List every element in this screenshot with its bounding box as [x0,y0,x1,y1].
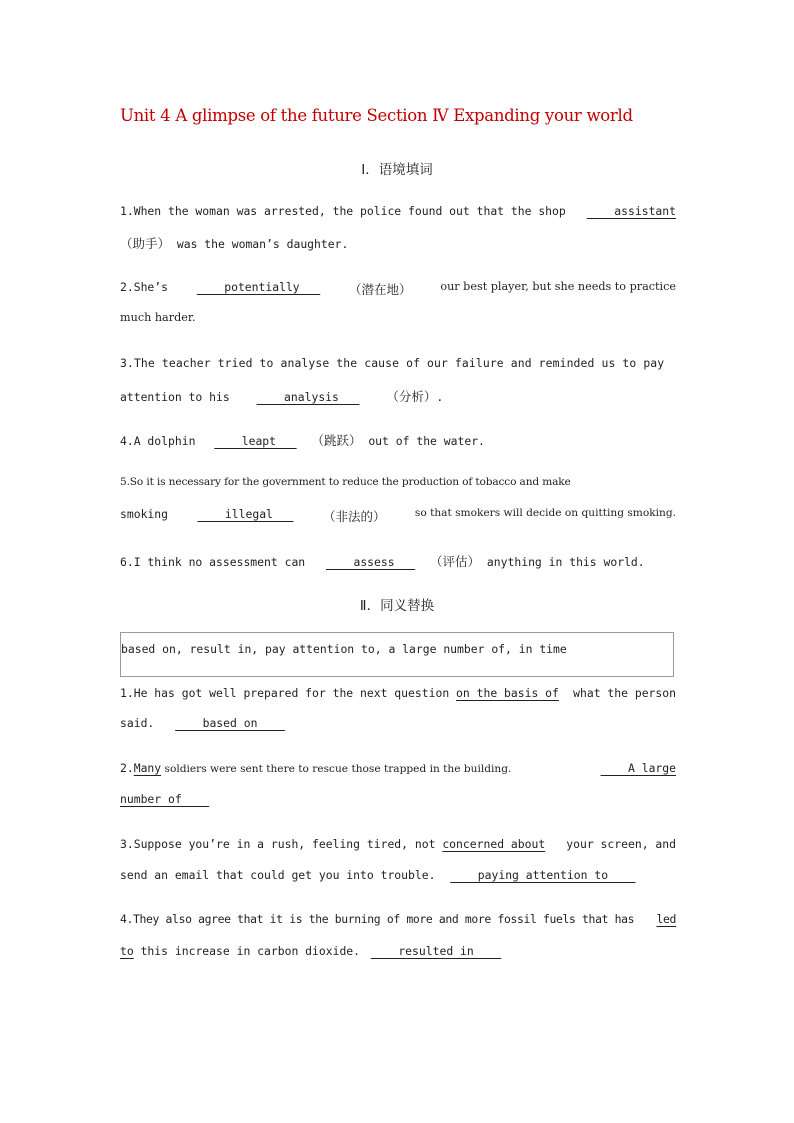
word-bank-text: based on, result in, pay attention to, a large number of, in time [121,642,567,656]
word-bank-box [120,632,674,677]
s1-q1-answer: assistant [586,204,676,218]
s1-q4-answer: leapt [214,434,297,448]
s1-q2-text: 2.She’s [120,280,169,294]
s2-q3-text: 3.Suppose you’re in a rush, feeling tired, not [120,837,443,851]
s2-q2-answer-part1: A large [600,761,676,775]
s2-q2-target-phrase: Many [133,761,162,775]
s2-q3-text-cont: send an email that could get you into trouble. [120,868,436,882]
s1-q5-line1: 5.So it is necessary for the government to reduce the production of tobacco and make [120,476,571,488]
s2-q3-text-end: your screen, and [566,837,676,851]
s1-q3-text-end: . [436,390,444,404]
s1-q3-answer: analysis [256,390,360,404]
s2-q4-text: 4.They also agree that it is the burning of more and more fossil fuels that has [120,912,635,926]
s1-q4-line [120,431,676,449]
s1-q1-line2 [120,234,676,252]
s1-q2-line1 [120,280,676,298]
s1-q2-hint: （潜在地） [349,282,412,297]
s1-q5-line2 [120,507,676,525]
s1-q6-text-end: anything in this world. [480,555,645,569]
s1-q2-line2: much harder. [120,311,196,324]
s1-q4-text: 4.A dolphin [120,434,196,448]
s1-q1-text: 1.When the woman was arrested, the police found out that the shop [120,204,566,218]
s2-q2-line2 [120,792,676,806]
s1-q1-line1 [120,204,676,218]
section-1-heading: Ⅰ．语境填词 [361,162,433,178]
s2-q1-target-phrase: on the basis of [456,686,559,700]
s1-q2-answer: potentially [196,280,321,294]
s1-q6-answer: assess [326,555,416,569]
s2-q4-answer: resulted in [370,944,502,958]
s2-q2-line1 [120,761,676,775]
s2-q1-text-end: what the person [573,686,676,700]
s2-q3-line2 [120,868,676,882]
s2-q3-line1 [120,837,676,851]
s2-q4-line2 [120,944,676,958]
s1-q5-hint: （非法的） [322,509,386,524]
s1-q3-text: attention to his [120,390,230,404]
s1-q4-text-end: out of the water. [361,434,485,448]
s1-q3-line2 [120,387,676,405]
s2-q1-answer: based on [175,716,285,730]
s1-q5-text-end: so that smokers will decide on quitting smoking. [414,507,676,519]
s1-q5-answer: illegal [197,507,294,521]
s2-q4-target-phrase-part1: led [656,912,676,926]
s2-q3-answer: paying attention to [450,868,636,882]
s2-q4-line1 [120,912,676,926]
s2-q2-text: soldiers were sent there to rescue those trapped in the building. [161,763,512,775]
page-title: Unit 4 A glimpse of the future Section Ⅳ Expanding your world [120,106,633,125]
s1-q3-line1: 3.The teacher tried to analyse the cause of our failure and reminded us to pay [120,356,665,370]
section-2-heading: Ⅱ．同义替换 [359,598,435,614]
s1-q1-text-end: was the woman’s daughter. [170,237,349,251]
s1-q6-hint: （评估） [430,554,481,569]
s1-q1-hint: （助手） [120,236,171,251]
s2-q4-target-phrase-part2: to [120,944,134,958]
s1-q3-hint: （分析） [386,389,437,404]
s1-q5-text: smoking [120,507,169,521]
s2-q2-number: 2. [120,761,134,775]
s1-q6-text: 6.I think no assessment can [120,555,306,569]
s1-q6-line [120,552,676,570]
s1-q4-hint: （跳跃） [311,433,362,448]
s2-q1-text: 1.He has got well prepared for the next question [120,686,457,700]
s2-q4-text-end: this increase in carbon dioxide. [133,944,361,958]
s2-q3-target-phrase: concerned about [442,837,546,851]
s2-q2-answer-part2: number of [120,792,210,806]
s2-q1-text-cont: said. [120,716,155,730]
s2-q1-line2 [120,716,676,730]
s2-q1-line1 [120,686,676,700]
s1-q2-text-end: our best player, but she needs to practice [440,280,676,293]
